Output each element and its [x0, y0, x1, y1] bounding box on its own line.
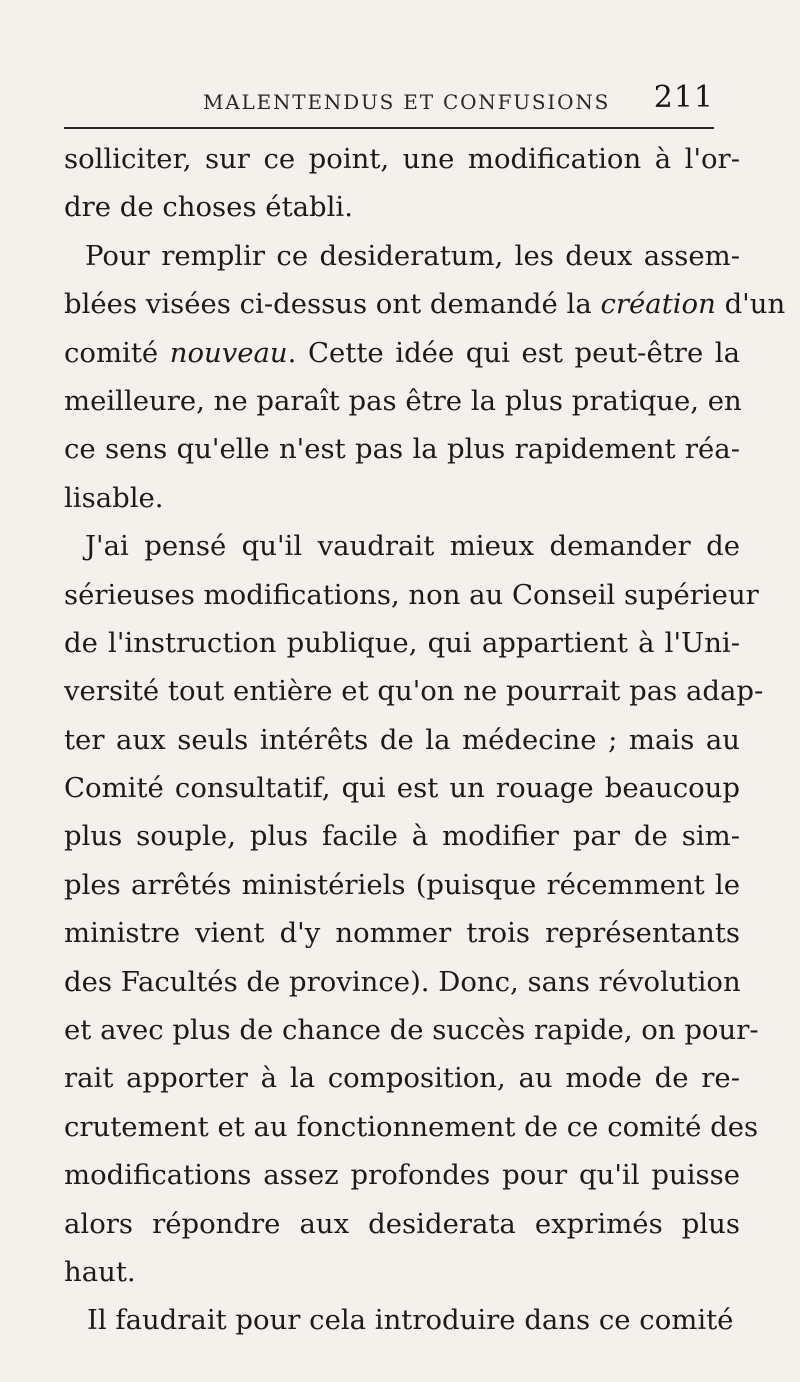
header-rule — [64, 127, 714, 129]
text-line: versité tout entière et qu'on ne pourrait pas adap- — [64, 675, 764, 708]
text-line: plus souple, plus facile à modifier par de sim- — [64, 820, 740, 853]
running-title: MALENTENDUS ET CONFUSIONS — [203, 90, 611, 114]
text-run: blées visées ci-dessus ont demandé la — [64, 288, 601, 321]
text-line: Il faudrait pour cela introduire dans ce comité — [87, 1304, 734, 1337]
running-head — [135, 82, 714, 122]
text-line: crutement et au fonctionnement de ce comité des — [64, 1110, 759, 1143]
text-line: dre de choses établi. — [64, 191, 353, 224]
text-run: . Cette idée qui est peut-être la — [287, 336, 740, 369]
text-line: rait apporter à la composition, au mode de re- — [64, 1062, 740, 1095]
text-line: des Facultés de province). Donc, sans révolution — [64, 965, 741, 998]
page-number: 211 — [653, 80, 714, 115]
text-line: meilleure, ne paraît pas être la plus pratique, en — [64, 384, 742, 417]
text-line: lisable. — [64, 481, 164, 514]
text-line: Pour remplir ce desideratum, les deux assem- — [85, 239, 740, 272]
text-line: haut. — [64, 1255, 136, 1288]
italic-run: création — [600, 288, 716, 321]
text-run: d'un — [715, 288, 786, 321]
body-text — [64, 135, 786, 1345]
text-line: ples arrêtés ministériels (puisque récemment le — [64, 868, 740, 901]
text-line — [64, 329, 740, 377]
text-line: solliciter, sur ce point, une modification à l'or- — [64, 143, 740, 175]
text-line: Comité consultatif, qui est un rouage beaucoup — [64, 772, 740, 805]
text-line: et avec plus de chance de succès rapide, on pour- — [64, 1014, 759, 1047]
text-line: ter aux seuls intérêts de la médecine ; mais au — [64, 723, 740, 756]
text-line — [64, 280, 786, 328]
text-line: de l'instruction publique, qui appartient à l'Uni- — [64, 626, 740, 659]
text-line: ce sens qu'elle n'est pas la plus rapidement réa- — [64, 433, 740, 466]
text-line: ministre vient d'y nommer trois représentants — [64, 917, 740, 950]
italic-run: nouveau — [169, 336, 288, 369]
text-run: comité — [64, 336, 170, 369]
text-line: alors répondre aux desiderata exprimés plus — [64, 1207, 740, 1240]
text-line: J'ai pensé qu'il vaudrait mieux demander de — [85, 530, 740, 563]
text-line: sérieuses modifications, non au Conseil supérieur — [64, 578, 759, 611]
text-line: modifications assez profondes pour qu'il puisse — [64, 1159, 740, 1192]
